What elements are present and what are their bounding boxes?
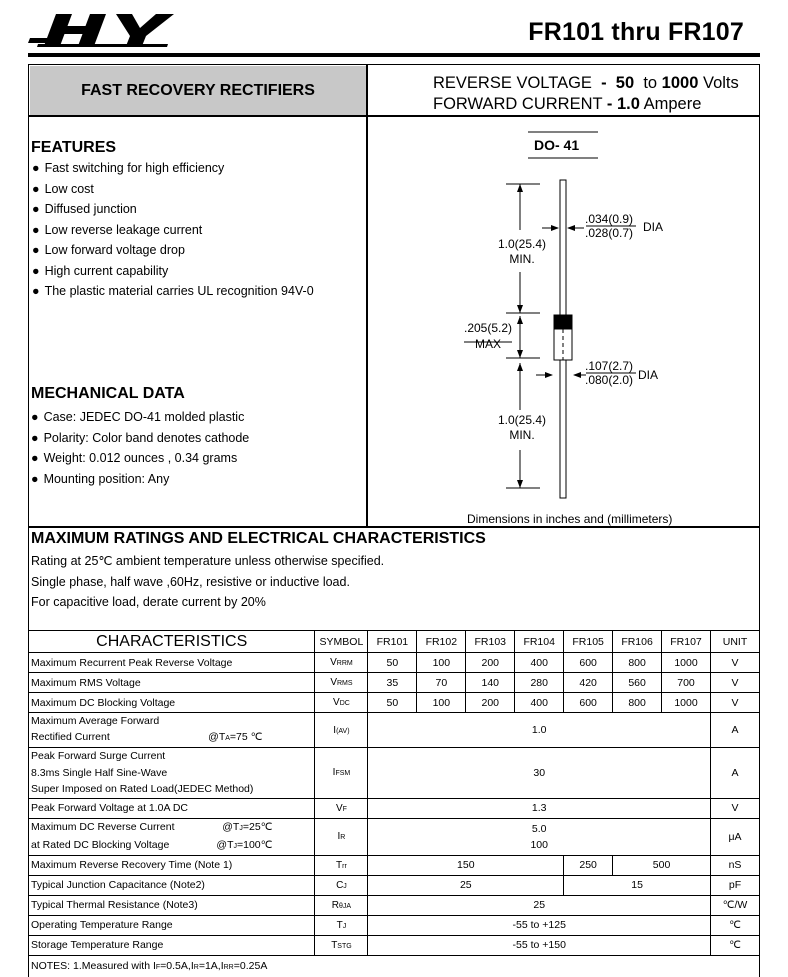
condition-line: Rating at 25℃ ambient temperature unless otherwise specified. bbox=[31, 554, 385, 568]
cond-rest: =25℃ bbox=[242, 820, 273, 833]
unit-cell: μA bbox=[710, 818, 759, 855]
label-line: Maximum Average Forward bbox=[31, 715, 160, 727]
symbol-sub: RMS bbox=[336, 680, 353, 687]
condition-text bbox=[216, 837, 272, 855]
ratings-divider bbox=[28, 526, 760, 528]
symbol-sub: RRM bbox=[336, 660, 353, 667]
value-cell bbox=[368, 818, 711, 855]
symbol-sub: STG bbox=[337, 942, 352, 950]
ratings-table bbox=[28, 630, 760, 956]
table-row bbox=[29, 713, 760, 748]
table-header-row bbox=[29, 631, 760, 653]
symbol-main: R bbox=[331, 899, 340, 911]
column-divider bbox=[366, 64, 368, 526]
cond-sub: A bbox=[225, 735, 230, 742]
unit-cell: A bbox=[710, 713, 759, 748]
forward-current-line bbox=[433, 94, 739, 115]
value-cell: 100 bbox=[417, 693, 466, 713]
value-cell: 30 bbox=[368, 748, 711, 799]
value-cell: 280 bbox=[515, 673, 564, 693]
symbol-main: T bbox=[336, 859, 343, 871]
param-symbol bbox=[315, 818, 368, 855]
notes-text: =0.25A bbox=[233, 960, 268, 972]
symbol-main: C bbox=[336, 879, 344, 891]
list-item: ● The plastic material carries UL recognition 94V-0 bbox=[32, 281, 314, 302]
notes-line bbox=[31, 960, 267, 972]
body-length-max: MAX bbox=[474, 337, 501, 351]
notes-sub: R bbox=[193, 964, 199, 971]
to-text: to bbox=[643, 74, 658, 92]
table-row bbox=[29, 653, 760, 673]
value-cell: 600 bbox=[564, 653, 613, 673]
symbol-main: T bbox=[336, 919, 343, 931]
param-symbol bbox=[315, 855, 368, 875]
symbol-main: I bbox=[332, 767, 336, 779]
value-cell: 500 bbox=[613, 855, 711, 875]
symbol-main: V bbox=[330, 677, 337, 688]
param-label: Peak Forward Voltage at 1.0A DC bbox=[29, 798, 315, 818]
list-item: ● Low cost bbox=[32, 179, 314, 200]
reverse-voltage-min: 50 bbox=[615, 74, 635, 92]
list-item: ● Fast switching for high efficiency bbox=[32, 158, 314, 179]
list-item: ● Polarity: Color band denotes cathode bbox=[31, 428, 249, 449]
dash: - bbox=[606, 95, 613, 113]
table-row bbox=[29, 935, 760, 955]
table-row bbox=[29, 673, 760, 693]
param-label: Typical Thermal Resistance (Note3) bbox=[29, 895, 315, 915]
table-row bbox=[29, 748, 760, 799]
symbol-sub: θJA bbox=[339, 902, 352, 910]
param-symbol bbox=[315, 673, 368, 693]
value-cell: 400 bbox=[515, 693, 564, 713]
cond-sub: J bbox=[239, 824, 243, 832]
value-cell: 25 bbox=[368, 875, 564, 895]
value-cell: -55 to +150 bbox=[368, 935, 711, 955]
value-cell: 800 bbox=[613, 653, 662, 673]
param-symbol bbox=[315, 713, 368, 748]
table-row bbox=[29, 875, 760, 895]
mechanical-list bbox=[31, 407, 249, 489]
param-label bbox=[29, 713, 315, 748]
lead-length-min: MIN. bbox=[509, 428, 535, 442]
table-row bbox=[29, 895, 760, 915]
unit-cell: ℃ bbox=[710, 935, 759, 955]
value-cell: 200 bbox=[466, 693, 515, 713]
value-cell: 1.3 bbox=[368, 798, 711, 818]
lead-length-top bbox=[494, 237, 550, 267]
param-symbol bbox=[315, 915, 368, 935]
notes-text: =1A,I bbox=[198, 960, 224, 972]
value-cell: 50 bbox=[368, 653, 417, 673]
package-name: DO- 41 bbox=[534, 137, 580, 153]
header-part: FR103 bbox=[466, 631, 515, 653]
param-label: Typical Junction Capacitance (Note2) bbox=[29, 875, 315, 895]
value-cell: 1000 bbox=[662, 693, 711, 713]
param-label: Maximum RMS Voltage bbox=[29, 673, 315, 693]
condition-line: For capacitive load, derate current by 20% bbox=[31, 595, 266, 609]
header-symbol: SYMBOL bbox=[315, 631, 368, 653]
lead-length-min: MIN. bbox=[509, 252, 535, 266]
list-item: ● Weight: 0.012 ounces , 0.34 grams bbox=[31, 448, 249, 469]
param-label: Storage Temperature Range bbox=[29, 935, 315, 955]
header-part: FR102 bbox=[417, 631, 466, 653]
table-row bbox=[29, 798, 760, 818]
list-item: ● Low forward voltage drop bbox=[32, 240, 314, 261]
table-row bbox=[29, 818, 760, 855]
value-line: 100 bbox=[530, 838, 548, 851]
value-cell: 140 bbox=[466, 673, 515, 693]
param-label: Maximum Recurrent Peak Reverse Voltage bbox=[29, 653, 315, 673]
symbol-sub: rr bbox=[342, 862, 347, 870]
header-part: FR106 bbox=[613, 631, 662, 653]
header-characteristics: CHARACTERISTICS bbox=[29, 631, 315, 653]
value-cell: 70 bbox=[417, 673, 466, 693]
list-item: ● Mounting position: Any bbox=[31, 469, 249, 490]
value-cell: 25 bbox=[368, 895, 711, 915]
body-dia-min: .080(2.0) bbox=[585, 373, 634, 387]
body-length-value: .205(5.2) bbox=[463, 321, 513, 335]
symbol-sub: J bbox=[342, 922, 347, 930]
value-cell: 15 bbox=[564, 875, 711, 895]
param-label: Maximum DC Blocking Voltage bbox=[29, 693, 315, 713]
reverse-voltage-unit: Volts bbox=[702, 74, 739, 92]
label-line bbox=[31, 819, 312, 837]
symbol-sub: J bbox=[343, 882, 347, 890]
label-text: at Rated DC Blocking Voltage bbox=[31, 838, 170, 851]
table-row bbox=[29, 915, 760, 935]
body-length bbox=[462, 320, 514, 352]
unit-cell: ℃/W bbox=[710, 895, 759, 915]
features-list bbox=[32, 158, 314, 302]
param-symbol bbox=[315, 798, 368, 818]
value-cell: 600 bbox=[564, 693, 613, 713]
unit-cell: ℃ bbox=[710, 915, 759, 935]
label-line bbox=[31, 837, 312, 855]
value-cell: 700 bbox=[662, 673, 711, 693]
condition-text bbox=[208, 729, 262, 747]
value-cell: 400 bbox=[515, 653, 564, 673]
label-line: Super Imposed on Rated Load(JEDEC Method) bbox=[31, 783, 254, 795]
unit-cell: nS bbox=[710, 855, 759, 875]
cond-rest: =75 ℃ bbox=[229, 731, 263, 743]
body-dia-label: DIA bbox=[638, 368, 659, 382]
value-line: 5.0 bbox=[531, 822, 547, 835]
condition-line: Single phase, half wave ,60Hz, resistive or inductive load. bbox=[31, 574, 350, 589]
value-cell: 150 bbox=[368, 855, 564, 875]
param-label: Maximum Reverse Recovery Time (Note 1) bbox=[29, 855, 315, 875]
product-type-banner: FAST RECOVERY RECTIFIERS bbox=[30, 66, 366, 115]
symbol-sub: FSM bbox=[335, 770, 351, 778]
symbol-sub: DC bbox=[339, 700, 350, 707]
dash: - bbox=[601, 74, 607, 92]
lead-length-value: 1.0(25.4) bbox=[497, 413, 547, 427]
value-cell: 1000 bbox=[662, 653, 711, 673]
unit-cell: pF bbox=[710, 875, 759, 895]
header-part: FR105 bbox=[564, 631, 613, 653]
table-row bbox=[29, 693, 760, 713]
value-cell: 35 bbox=[368, 673, 417, 693]
company-logo bbox=[28, 10, 178, 50]
list-item: ● Diffused junction bbox=[32, 199, 314, 220]
label-line: Peak Forward Surge Current bbox=[31, 750, 166, 762]
reverse-voltage-max: 1000 bbox=[661, 74, 699, 92]
param-symbol bbox=[315, 875, 368, 895]
lead-dia-min: .028(0.7) bbox=[585, 226, 634, 240]
header-part: FR101 bbox=[368, 631, 417, 653]
dimensions-caption: Dimensions in inches and (millimeters) bbox=[467, 512, 673, 526]
symbol-main: V bbox=[333, 697, 340, 708]
unit-cell: V bbox=[710, 673, 759, 693]
symbol-main: V bbox=[335, 802, 343, 814]
table-row bbox=[29, 855, 760, 875]
value-cell: 800 bbox=[613, 693, 662, 713]
reverse-voltage-label: REVERSE VOLTAGE bbox=[433, 74, 592, 92]
param-label: Operating Temperature Range bbox=[29, 915, 315, 935]
symbol-main: V bbox=[330, 657, 337, 668]
lead-diameter bbox=[585, 212, 633, 240]
cond-main: @T bbox=[216, 838, 234, 851]
cond-sub: J bbox=[233, 842, 237, 850]
forward-current-value: 1.0 bbox=[616, 95, 640, 113]
notes-sub: F bbox=[155, 964, 161, 971]
param-label bbox=[29, 818, 315, 855]
list-item: ● Low reverse leakage current bbox=[32, 220, 314, 241]
reverse-voltage-line bbox=[433, 73, 739, 94]
param-symbol bbox=[315, 653, 368, 673]
header-part: FR107 bbox=[662, 631, 711, 653]
symbol-main: I bbox=[337, 831, 341, 842]
lead-length-bottom bbox=[494, 413, 550, 443]
lead-dia-label: DIA bbox=[643, 220, 664, 234]
unit-cell: V bbox=[710, 798, 759, 818]
header-part: FR104 bbox=[515, 631, 564, 653]
notes-text: NOTES: 1.Measured with I bbox=[31, 960, 156, 972]
label-text: Maximum DC Reverse Current bbox=[31, 820, 175, 833]
features-title: FEATURES bbox=[31, 139, 117, 156]
value-cell: 100 bbox=[417, 653, 466, 673]
ratings-title: MAXIMUM RATINGS AND ELECTRICAL CHARACTERISTICS bbox=[31, 530, 486, 547]
notes-text: =0.5A,I bbox=[160, 960, 194, 972]
header-unit: UNIT bbox=[710, 631, 759, 653]
list-item: ● Case: JEDEC DO-41 molded plastic bbox=[31, 407, 249, 428]
label-line: 8.3ms Single Half Sine-Wave bbox=[31, 766, 168, 779]
param-label bbox=[29, 748, 315, 799]
unit-cell: A bbox=[710, 748, 759, 799]
body-dia-max: .107(2.7) bbox=[585, 359, 634, 373]
value-cell: -55 to +125 bbox=[368, 915, 711, 935]
symbol-main: I bbox=[333, 724, 337, 736]
param-symbol bbox=[315, 748, 368, 799]
title-rule bbox=[28, 53, 760, 57]
forward-current-label: FORWARD CURRENT bbox=[433, 95, 603, 113]
value-cell: 420 bbox=[564, 673, 613, 693]
list-item: ● High current capability bbox=[32, 261, 314, 282]
ratings-summary bbox=[433, 73, 739, 115]
symbol-sub: R bbox=[340, 834, 346, 841]
value-cell: 250 bbox=[564, 855, 613, 875]
symbol-sub: F bbox=[342, 805, 347, 813]
unit-cell: V bbox=[710, 693, 759, 713]
cond-rest: =100℃ bbox=[237, 838, 273, 851]
param-symbol bbox=[315, 895, 368, 915]
symbol-main: T bbox=[331, 939, 338, 951]
mechanical-title: MECHANICAL DATA bbox=[31, 385, 185, 402]
value-cell: 50 bbox=[368, 693, 417, 713]
ratings-conditions bbox=[31, 551, 384, 613]
lead-dia-max: .034(0.9) bbox=[585, 212, 634, 226]
value-cell: 1.0 bbox=[368, 713, 711, 748]
symbol-sub: (AV) bbox=[336, 727, 350, 735]
param-symbol bbox=[315, 693, 368, 713]
page-title: FR101 thru FR107 bbox=[528, 18, 744, 46]
value-cell: 560 bbox=[613, 673, 662, 693]
package-drawing bbox=[370, 120, 758, 525]
lead-length-value: 1.0(25.4) bbox=[497, 237, 547, 251]
header-divider bbox=[28, 115, 760, 117]
label-line bbox=[31, 729, 312, 747]
value-cell: 200 bbox=[466, 653, 515, 673]
param-symbol bbox=[315, 935, 368, 955]
unit-cell: V bbox=[710, 653, 759, 673]
notes-sub: RR bbox=[223, 964, 234, 971]
cond-main: @T bbox=[222, 820, 240, 833]
cond-main: @T bbox=[208, 731, 226, 743]
condition-text bbox=[222, 819, 272, 837]
body-diameter bbox=[585, 359, 633, 387]
forward-current-unit: Ampere bbox=[643, 95, 702, 113]
label-text: Rectified Current bbox=[31, 731, 110, 743]
